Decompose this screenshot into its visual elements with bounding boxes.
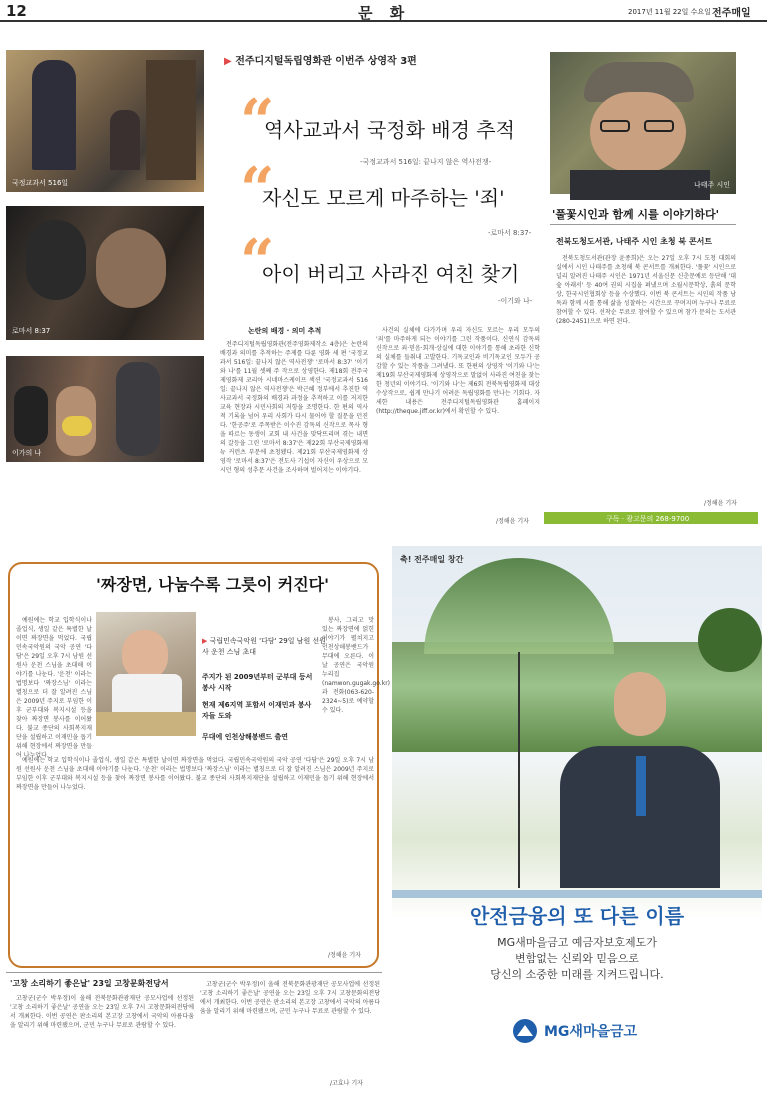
ad-logo bbox=[512, 1016, 637, 1046]
poet-subtitle: 전북도청도서관, 나태주 시인 초청 북 콘서트 bbox=[556, 237, 713, 246]
ad-brand: MG새마을금고 bbox=[544, 1024, 638, 1040]
subscription-bar: 구독 · 광고문의 268-9700 bbox=[544, 512, 758, 524]
film-body-col2: 사건의 실체에 다가가며 우리 자신도 모르는 우리 모두의 '죄'를 마주하게 되는 이야기를 그린 작품이다. 신연식 감독의 신작으로 죄·믿음·회개·상실에 대한 이야기를 통해 초라한 신학의 실체를 들춰내 고발한다. 기독교인과 비기독교인 모두가 공감할 수 있는 작품을 그려냈다. 또 한편의 상영작 '이기와 나'는 제19회 부산국제영화제 상영작으로 말없이 사라진 여친을 찾는 한 청년의 이야기다. '이기와 나'는 제6회 전북독립영화제 대상 수상작으로, 쉽게 만나기 어려운 독립영화를 만나는 기회다. 자세한 내용은 전주디지털독립영화관 홈페이지(http://theque.jiff.or.kr)에서 확인할 수 있다. bbox=[376, 327, 540, 415]
quote-mark: “ bbox=[240, 87, 275, 157]
film-photo-3 bbox=[6, 356, 204, 462]
photo-caption: 국정교과서 516일 bbox=[12, 179, 69, 187]
poet-photo bbox=[550, 52, 736, 194]
film-subhead: 논란의 배경 · 의미 추적 bbox=[248, 327, 322, 335]
ad-copy-3: 당신의 소중한 미래를 지켜드립니다. bbox=[490, 968, 664, 981]
gochang-body-left: 고창군(군수 박우정)이 올해 전북문화관광재단 공모사업에 선정된 '고창 소리하기 좋은날' 공연을 오는 23일 오후 7시 고창문화의전당에서 개최한다. 이번 공연은 판소리의 본고장 고창에서 국악의 아름다움을 알리기 위해 마련됐으며, 군민 누구나 무료로 관람할 수 있다. bbox=[10, 995, 194, 1029]
poet-byline: /정해윤 기자 bbox=[704, 500, 737, 507]
paper-name: 전주매일 bbox=[712, 8, 751, 19]
quote-mark: “ bbox=[240, 155, 275, 225]
quote-mark: “ bbox=[240, 227, 275, 297]
divider bbox=[6, 972, 382, 973]
poet-title: '풀꽃시인과 함께 시를 이야기하다' bbox=[552, 208, 719, 221]
poet-body: 전북도청도서관(관장 윤종희)은 오는 27일 오후 7시 도청 대회의실에서 시인 나태주를 초청해 북 콘서트를 개최한다. '풀꽃' 시인으로 널리 알려진 나태주 시인은 1971년 서울신문 신춘문예로 등단해 '대숲 아래서' 등 40여 권의 시집을 펴냈으며 소월시문학상, 흙의 문학상, 한국시인협회상 등을 수상했다. 이번 북 콘서트는 시인의 작품 낭독과 함께 시를 통해 삶을 성찰하는 시간으로 꾸며지며 누구나 무료로 참여할 수 있다. 선착순 무료로 참여할 수 있으며 참가 문의는 도서관(280-2451)으로 하면 된다. bbox=[556, 255, 736, 325]
ad-water bbox=[392, 890, 762, 898]
mg-logo-icon bbox=[512, 1018, 538, 1044]
jjajang-deck-2: 현재 제6지역 포함서 이재민과 봉사자들 도와 bbox=[202, 701, 312, 720]
section-title: 문 화 bbox=[358, 4, 411, 22]
ad-model-tie bbox=[636, 756, 646, 816]
page-number: 12 bbox=[6, 2, 27, 20]
jjajang-deck-1: 주지가 된 2009년부터 군부대 등서 봉사 시작 bbox=[202, 673, 313, 692]
jjajang-byline: /정해윤 기자 bbox=[328, 952, 361, 959]
ad-panel bbox=[392, 546, 762, 1078]
film-photo-2 bbox=[6, 206, 204, 340]
photo-caption: 로마서 8:37 bbox=[12, 327, 51, 335]
jjajang-photo bbox=[96, 612, 196, 736]
ad-copy-2: 변함없는 신뢰와 믿음으로 bbox=[515, 952, 639, 965]
jjajang-deck-3: 무대에 인천상해봉밴드 출연 bbox=[202, 733, 289, 741]
film-headline-1: 역사교과서 국정화 배경 추적 bbox=[264, 118, 515, 142]
film-headline-3: 아이 버리고 사라진 여친 찾기 bbox=[262, 262, 520, 286]
gochang-body-right: 고창군(군수 박우정)이 올해 전북문화관광재단 공모사업에 선정된 '고창 소리하기 좋은날' 공연을 오는 23일 오후 7시 고창문화의전당에서 개최한다. 이번 공연은 판소리의 본고장 고창에서 국악의 아름다움을 알리기 위해 마련됐으며, 군민 누구나 무료로 관람할 수 있다. bbox=[200, 981, 380, 1015]
ad-model-face bbox=[614, 672, 666, 736]
photo-caption: 이가의 나 bbox=[12, 449, 42, 457]
film-subtitle-3: -이기와 나- bbox=[498, 297, 533, 305]
ad-kicker: 축! 전주매일 창간 bbox=[400, 555, 464, 564]
tree-icon bbox=[698, 608, 762, 672]
jjajang-kicker: ▶ 국립민속국악원 '다담' 29일 남원 선원사 운천 스님 초대 bbox=[202, 637, 326, 656]
film-subtitle-2: -로마서 8:37- bbox=[488, 229, 532, 237]
film-subtitle-1: -국정교과서 516일: 끝나지 않은 역사전쟁- bbox=[360, 158, 492, 166]
gochang-byline: /고효나 기자 bbox=[330, 1080, 363, 1087]
film-byline: /정해윤 기자 bbox=[496, 518, 529, 525]
ad-umbrella bbox=[424, 558, 614, 654]
jjajang-body-left: 예원에는 학교 입학식이나 졸업식, 생일 같은 특별한 날이면 짜장면을 먹었다. 국립민속국악원의 국악 공연 '다담'은 29일 오후 7시 남원 선원사 운천 스님을 초대해 이야기를 나눈다. '운천' 이라는 법명보다 '짜장스님' 이라는 별칭으로 더 잘 알려진 스님은 2009년 주지로 부임한 이후 군부대와 복지시설 등을 찾아 짜장면 봉사를 이어왔다. 불교 종단의 사회복지재단을 설립하고 이재민을 돕기 위해 현장에서 짜장면을 만들어 나누었다. bbox=[16, 617, 92, 759]
jjajang-body-bottom: 예원에는 학교 입학식이나 졸업식, 생일 같은 특별한 날이면 짜장면을 먹었다. 국립민속국악원의 국악 공연 '다담'은 29일 오후 7시 남원 선원사 운천 스님을 초대해 이야기를 나눈다. '운천' 이라는 법명보다 '짜장스님' 이라는 별칭으로 더 잘 알려진 스님은 2009년 주지로 부임한 이후 군부대와 복지시설 등을 찾아 짜장면 봉사를 이어왔다. 불교 종단의 사회복지재단을 설립하고 이재민을 돕기 위해 현장에서 짜장면을 만들어 나누었다. bbox=[16, 757, 374, 791]
issue-date: 2017년 11월 22일 수요일 bbox=[628, 8, 711, 16]
ad-umbrella-handle bbox=[518, 652, 520, 888]
jjajang-title: '짜장면, 나눔수록 그릇이 커진다' bbox=[96, 575, 330, 594]
ad-copy-1: MG새마을금고 예금자보호제도가 bbox=[497, 936, 657, 949]
film-kicker: ▶ 전주디지털독립영화관 이번주 상영작 3편 bbox=[224, 56, 417, 67]
divider bbox=[550, 224, 736, 225]
film-body-col1: 전주디지털독립영화관(전주영화제작소 4층)은 논란의 배경과 의미를 추적하는 주제를 다룬 영화 세 편 '국정교과서 516일: 끝나지 않은 역사전쟁' '로마서 8:37' '이기와 나'를 11월 셋째 주 작으로 상영한다. 제18회 전주국제영화제 코리아 시네마스케이프 섹션 '국정교과서 516일: 끝나지 않은 역사전쟁'은 박근혜 정부에서 추진한 역사교과서 국정화의 배경과 과정을 추적하고 이를 저지한 교육 현장과 시민사회의 저항을 조명한다. 한 편의 역사적 기록을 넘어 우리 사회가 다시 물어야 할 질문을 던진다. '한공주'로 주목받은 이수진 감독의 신작으로 목사 형을 따르는 동생이 교회 내 사건을 맞닥뜨리며 겪는 내면의 갈등을 그린 '로마서 8:37'은 제22회 부산국제영화제 뉴 커런츠 부문에 초청됐다. 제21회 부산국제영화제 상영작 '로마서 8:37'은 전도사 기섭이 자신이 우상으로 모시던 형의 성추문 사건을 조사하며 벌어지는 이야기다. bbox=[220, 341, 368, 474]
jjajang-body-right: 봉사, 그리고 맛있는 짜장면에 얽힌 이야기가 펼쳐지고 인천상해봉밴드가 무대에 오른다. 이날 공연은 국악원 누리집(namwon.gugak.go.kr)과 전화(063-620-2324~5)로 예약할 수 있다. bbox=[322, 617, 390, 714]
photo-caption: 나태주 시인 bbox=[693, 181, 730, 189]
page-header bbox=[0, 0, 767, 22]
ad-headline: 안전금융의 또 다른 이름 bbox=[469, 904, 685, 928]
gochang-title: '고창 소리하기 좋은날' 23일 고창문화전당서 bbox=[10, 979, 169, 988]
film-photo-1 bbox=[6, 50, 204, 192]
film-headline-2: 자신도 모르게 마주하는 '죄' bbox=[262, 186, 505, 210]
